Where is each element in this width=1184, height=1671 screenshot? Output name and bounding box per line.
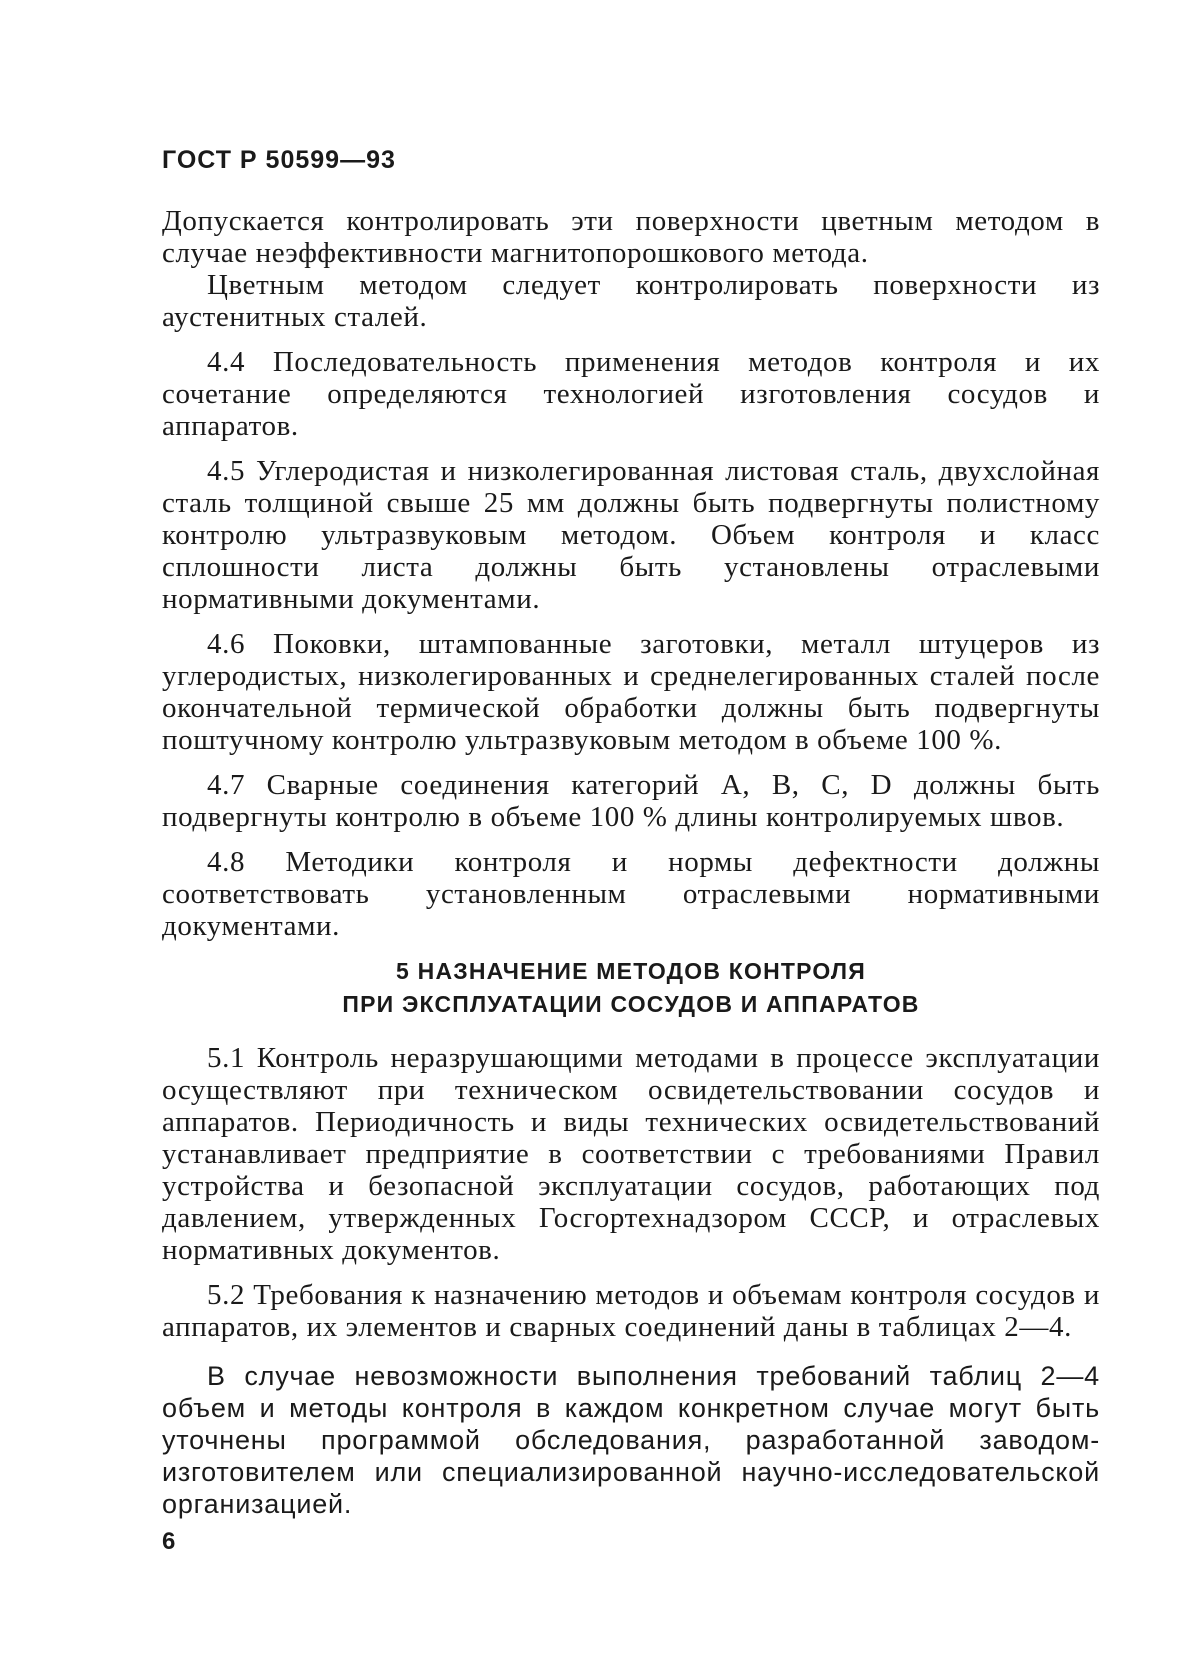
paragraph-closing: В случае невозможности выполнения требований таблиц 2—4 объем и методы контроля в каждом конкретном случае могут быть уточнены программой обследования, разработанной заводом-изготовителем или специализированной научно-исследовательской организацией. [162,1361,1100,1519]
section-5-body [162,1042,1100,1343]
section-5-heading-line-1: 5 НАЗНАЧЕНИЕ МЕТОДОВ КОНТРОЛЯ [396,958,866,984]
paragraph-5-2: 5.2 Требования к назначению методов и объемам контроля сосудов и аппаратов, их элементов и сварных соединений даны в таблицах 2—4. [162,1279,1100,1343]
section-5-heading [162,955,1100,1021]
section-5-closing [162,1360,1100,1520]
paragraph-4-6: 4.6 Поковки, штампованные заготовки, металл штуцеров из углеродистых, низколегированных и среднелегированных сталей после окончательной термической обработки должны быть подвергнуты поштучному контролю ультразвуковым методом в объеме 100 %. [162,628,1100,756]
paragraph-4-7: 4.7 Сварные соединения категорий A, B, C, D должны быть подвергнуты контролю в объеме 100 % длины контролируемых швов. [162,769,1100,833]
paragraph-color-method: Допускается контролировать эти поверхности цветным методом в случае неэффективности магнитопорошкового метода. [162,205,1100,269]
paragraph-4-4: 4.4 Последовательность применения методов контроля и их сочетание определяются технологией изготовления сосудов и аппаратов. [162,346,1100,442]
document-header: ГОСТ Р 50599—93 [162,146,396,174]
paragraph-austenitic: Цветным методом следует контролировать поверхности из аустенитных сталей. [162,269,1100,333]
paragraph-5-1: 5.1 Контроль неразрушающими методами в процессе эксплуатации осуществляют при техническом освидетельствовании сосудов и аппаратов. Периодичность и виды технических освидетельствований устанавливает предприятие в соответствии с требованиями Правил устройства и безопасной эксплуатации сосудов, работающих под давлением, утвержденных Госгортехнадзором СССР, и отраслевых нормативных документов. [162,1042,1100,1266]
page-number: 6 [162,1528,176,1555]
paragraph-4-5: 4.5 Углеродистая и низколегированная листовая сталь, двухслойная сталь толщиной свыше 25 мм должны быть подвергнуты полистному контролю ультразвуковым методом. Объем контроля и класс сплошности листа должны быть установлены отраслевыми нормативными документами. [162,455,1100,615]
paragraph-4-8: 4.8 Методики контроля и нормы дефектности должны соответствовать установленным отраслевыми нормативными документами. [162,846,1100,942]
section-4-body [162,205,1100,942]
section-5-heading-line-2: ПРИ ЭКСПЛУАТАЦИИ СОСУДОВ И АППАРАТОВ [342,991,920,1017]
